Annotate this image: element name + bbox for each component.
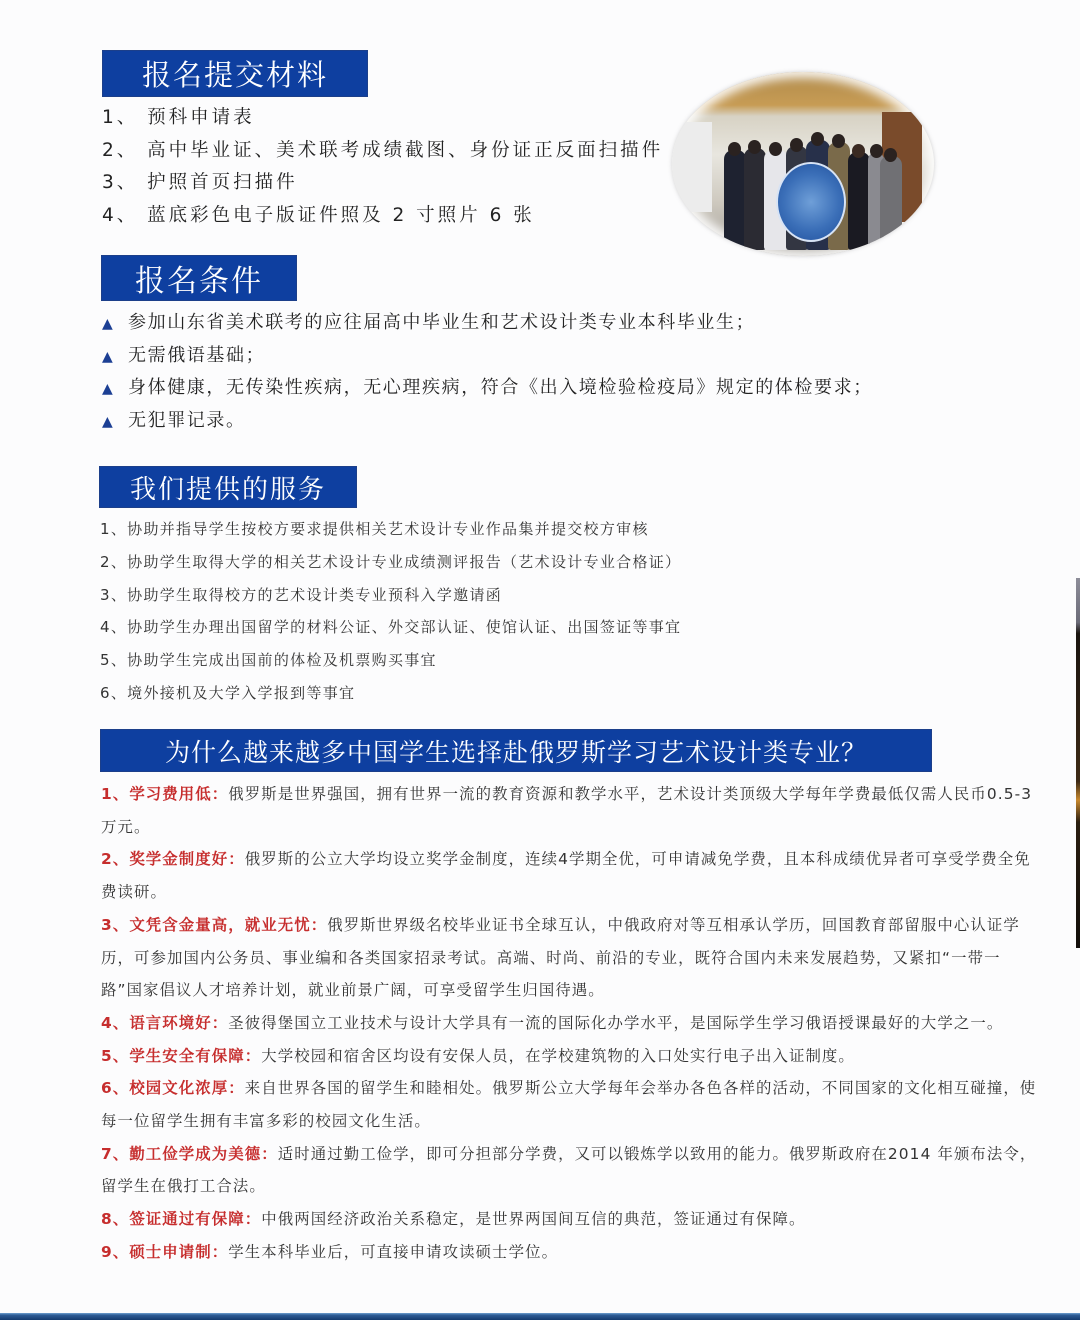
reason-item [101,1236,1041,1269]
materials-list [102,102,663,232]
section-title-materials: 报名提交材料 [141,58,328,92]
section-header-materials [103,51,367,96]
list-item: 5、协助学生完成出国前的体检及机票购买事宜 [100,651,437,670]
university-emblem [776,162,846,242]
photo-wall [672,122,712,212]
list-item: 1、 预科申请表 [102,107,255,128]
reason-item [101,778,1041,843]
section-header-reasons [101,730,931,771]
reason-item [101,1072,1041,1137]
section-title-services: 我们提供的服务 [129,474,326,505]
condition-text: 无需俄语基础； [128,344,266,366]
reason-item [101,1138,1041,1203]
section-title-conditions: 报名条件 [135,264,263,299]
right-edge-image-strip [1076,578,1080,948]
reason-text: 中俄两国经济政治关系稳定，是世界两国间互信的典范，签证通过有保障。 [261,1210,806,1229]
list-item: 6、境外接机及大学入学报到等事宜 [100,683,356,702]
reason-highlight: 文凭含金量高，就业无忧： [129,915,328,934]
reasons-list [101,778,1041,1269]
reason-number: 2、 [101,850,130,869]
reason-number: 6、 [101,1079,130,1098]
reason-highlight: 学习费用低： [129,785,229,803]
list-item [102,340,873,373]
section-header-conditions [102,256,296,300]
reason-item [101,1040,1041,1073]
reason-text: 俄罗斯是世界强国，拥有世界一流的教育资源和教学水平，艺术设计类顶级大学每年学费最低仅需人民币0.5-3万元。 [101,785,1033,836]
reason-number: 4、 [101,1013,130,1032]
list-item: 2、协助学生取得大学的相关艺术设计专业成绩测评报告（艺术设计专业合格证） [100,552,682,571]
triangle-bullet-icon: ▲ [102,381,115,397]
list-item [102,307,873,340]
bottom-divider-bar [0,1313,1080,1320]
condition-text: 无犯罪记录。 [128,409,246,431]
photo-people [724,120,899,250]
triangle-bullet-icon: ▲ [102,413,115,430]
reason-text: 俄罗斯世界级名校毕业证书全球互认，中俄政府对等互相承认学历，回国教育部留服中心认证学历，可参加国内公务员、事业编和各类国家招录考试。高端、时尚、前沿的专业，既符合国内未来发展趋势，又紧扣“一带一路”国家倡议人才培养计划，就业前景广阔，可享受留学生归国待遇。 [101,915,1020,1000]
condition-text: 身体健康，无传染性疾病，无心理疾病，符合《出入境检验检疫局》规定的体检要求； [128,377,873,398]
reason-item [101,1007,1041,1040]
reason-highlight: 学生安全有保障： [129,1046,262,1065]
section-header-services [100,467,356,507]
reason-number: 5、 [101,1046,130,1065]
reason-text: 圣彼得堡国立工业技术与设计大学具有一流的国际化办学水平，是国际学生学习俄语授课最好的大学之一。 [228,1013,1004,1032]
list-item: 4、协助学生办理出国留学的材料公证、外交部认证、使馆认证、出国签证等事宜 [100,618,682,637]
conditions-list [102,307,873,437]
list-item: 1、协助并指导学生按校方要求提供相关艺术设计专业作品集并提交校方审核 [100,520,649,538]
list-item [102,405,873,438]
list-item: 4、 蓝底彩色电子版证件照及 2 寸照片 6 张 [102,204,535,226]
reason-item [101,909,1041,1007]
reason-number: 3、 [101,915,130,934]
reason-number: 9、 [101,1242,130,1261]
reason-highlight: 勤工俭学成为美德： [129,1144,278,1163]
reason-item [101,843,1041,908]
reason-text: 大学校园和宿舍区均设有安保人员，在学校建筑物的入口处实行电子出入证制度。 [261,1046,855,1065]
reason-text: 学生本科毕业后，可直接申请攻读硕士学位。 [228,1242,559,1261]
reason-number: 1、 [101,785,130,803]
reason-text: 俄罗斯的公立大学均设立奖学金制度，连续4学期全优，可申请减免学费，且本科成绩优异者可享受学费全免费读研。 [101,850,1031,902]
section-title-reasons: 为什么越来越多中国学生选择赴俄罗斯学习艺术设计类专业？ [164,737,867,767]
list-item: 3、协助学生取得校方的艺术设计类专业预科入学邀请函 [100,585,503,604]
triangle-bullet-icon: ▲ [102,316,115,332]
reason-item [101,1203,1041,1236]
reason-highlight: 语言环境好： [129,1013,229,1032]
reason-number: 7、 [101,1144,130,1163]
reason-highlight: 签证通过有保障： [129,1210,262,1229]
list-item [102,372,873,405]
group-photo [672,72,934,256]
reason-number: 8、 [101,1210,130,1229]
list-item: 3、 护照首页扫描件 [102,172,298,193]
reason-highlight: 校园文化浓厚： [129,1079,245,1098]
reason-highlight: 硕士申请制： [129,1242,229,1261]
services-list [100,513,681,710]
reason-highlight: 奖学金制度好： [129,850,245,869]
condition-text: 参加山东省美术联考的应往届高中毕业生和艺术设计类专业本科毕业生； [128,312,756,333]
list-item: 2、 高中毕业证、美术联考成绩截图、身份证正反面扫描件 [102,139,664,161]
reason-text: 来自世界各国的留学生和睦相处。俄罗斯公立大学每年会举办各色各样的活动，不同国家的文化相互碰撞，使每一位留学生拥有丰富多彩的校园文化生活。 [101,1079,1037,1131]
triangle-bullet-icon: ▲ [102,348,115,365]
reason-text: 适时通过勤工俭学，即可分担部分学费，又可以锻炼学以致用的能力。俄罗斯政府在2014 年颁布法令，留学生在俄打工合法。 [101,1144,1037,1196]
